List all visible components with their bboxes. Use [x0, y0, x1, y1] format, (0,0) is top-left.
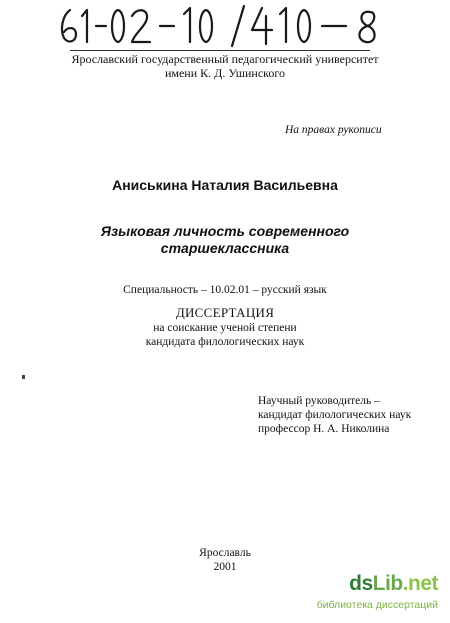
thesis-title-line-1: Языковая личность современного — [100, 223, 350, 239]
scan-speck — [22, 375, 25, 379]
handwritten-catalog-number — [56, 2, 386, 48]
dissertation-degree-line-1: на соискание ученой степени — [153, 322, 297, 334]
author-name: Аниськина Наталия Васильевна — [112, 177, 338, 193]
handwritten-number-drawing — [56, 2, 386, 48]
institution-line-2: имени К. Д. Ушинского — [164, 66, 286, 80]
dissertation-degree-line-2: кандидата филологических наук — [145, 336, 305, 348]
rights-notice: На правах рукописи — [285, 124, 382, 136]
thesis-title-line-2: старшеклассника — [160, 240, 290, 256]
year: 2001 — [213, 561, 237, 573]
city: Ярославль — [199, 547, 251, 559]
supervisor-line-3: профессор Н. А. Николина — [258, 423, 390, 435]
institution-line-1: Ярославский государственный педагогический университет — [71, 52, 379, 66]
dslib-tagline: библиотека диссертаций — [316, 599, 438, 611]
supervisor-line-1: Научный руководитель – — [258, 395, 380, 407]
brand-prefix: ds — [349, 572, 373, 595]
dslib-brand — [349, 572, 438, 596]
dslib-watermark-logo — [318, 572, 442, 620]
supervisor-line-2: кандидат филологических наук — [258, 409, 412, 421]
specialty: Специальность – 10.02.01 – русский язык — [123, 284, 327, 296]
header-divider — [70, 50, 370, 51]
brand-main: Lib — [372, 572, 403, 595]
dissertation-heading: ДИССЕРТАЦИЯ — [175, 305, 275, 320]
brand-suffix: .net — [402, 572, 438, 595]
